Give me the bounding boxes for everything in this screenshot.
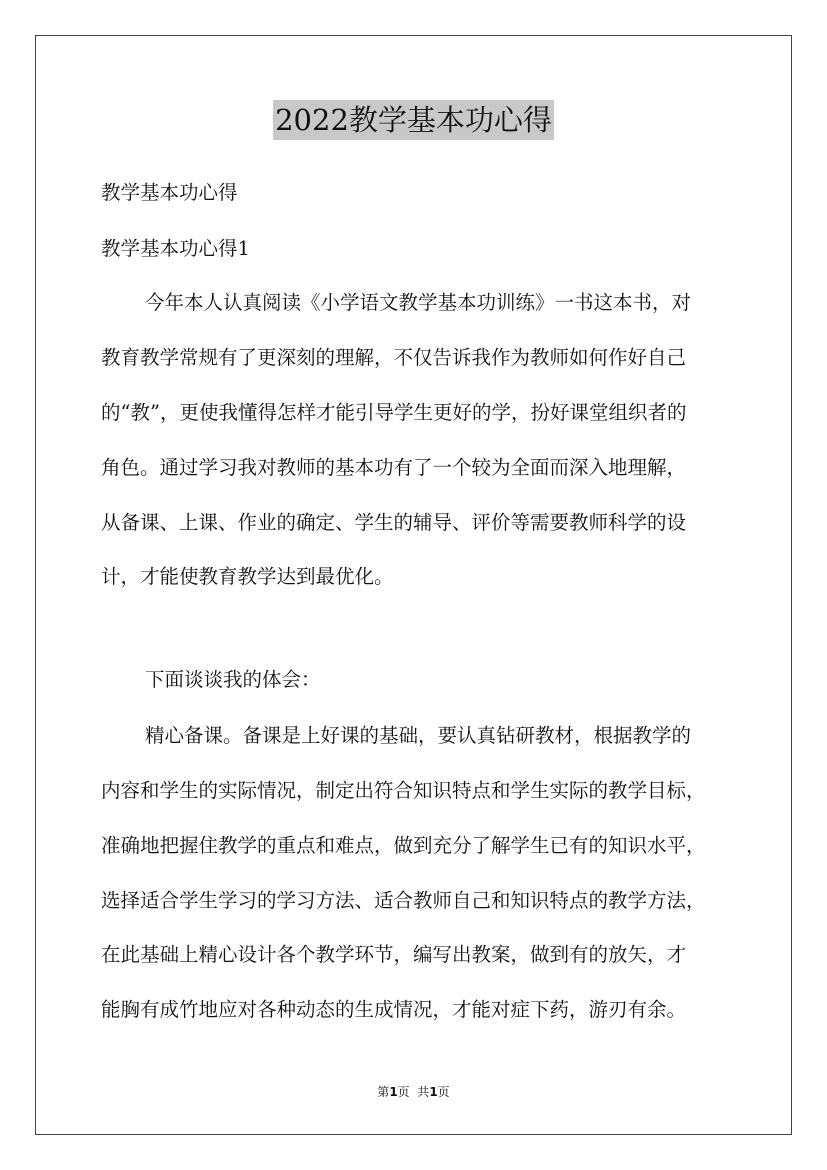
heading-2: 教学基本功心得1 <box>101 237 250 260</box>
footer-page-mid: 页 共 <box>397 1085 430 1099</box>
paragraph-1-line: 从备课、上课、作业的确定、学生的辅导、评价等需要教师科学的设 <box>101 511 687 534</box>
title-container <box>0 100 827 140</box>
paragraph-3-line: 能胸有成竹地应对各种动态的生成情况，才能对症下药，游刃有余。 <box>101 998 687 1021</box>
page-footer <box>0 1084 827 1100</box>
paragraph-3-line: 选择适合学生学习的学习方法、适合教师自己和知识特点的教学方法， <box>101 889 706 912</box>
footer-page-suffix: 页 <box>437 1085 450 1099</box>
footer-page-prefix: 第 <box>377 1085 390 1099</box>
paragraph-2: 下面谈谈我的体会： <box>145 668 321 691</box>
paragraph-1-line: 今年本人认真阅读《小学语文教学基本功训练》一书这本书，对 <box>145 291 692 314</box>
footer-page-number: 1 <box>389 1085 398 1099</box>
paragraph-1-line: 角色。通过学习我对教师的基本功有了一个较为全面而深入地理解， <box>101 456 687 479</box>
heading-1: 教学基本功心得 <box>101 181 238 204</box>
paragraph-3-line: 内容和学生的实际情况，制定出符合知识特点和学生实际的教学目标， <box>101 779 706 802</box>
paragraph-3-line: 准确地把握住教学的重点和难点，做到充分了解学生已有的知识水平， <box>101 834 706 857</box>
paragraph-1-line: 教育教学常规有了更深刻的理解，不仅告诉我作为教师如何作好自己 <box>101 346 687 369</box>
footer-page-total: 1 <box>429 1085 438 1099</box>
paragraph-3-line: 在此基础上精心设计各个教学环节，编写出教案，做到有的放矢，才 <box>101 943 687 966</box>
paragraph-3-line: 精心备课。备课是上好课的基础，要认真钻研教材，根据教学的 <box>145 724 692 747</box>
paragraph-1-line: 计，才能使教育教学达到最优化。 <box>101 565 394 588</box>
paragraph-1-line: 的“教”，更使我懂得怎样才能引导学生更好的学，扮好课堂组织者的 <box>101 401 687 424</box>
document-title: 2022教学基本功心得 <box>273 100 554 140</box>
